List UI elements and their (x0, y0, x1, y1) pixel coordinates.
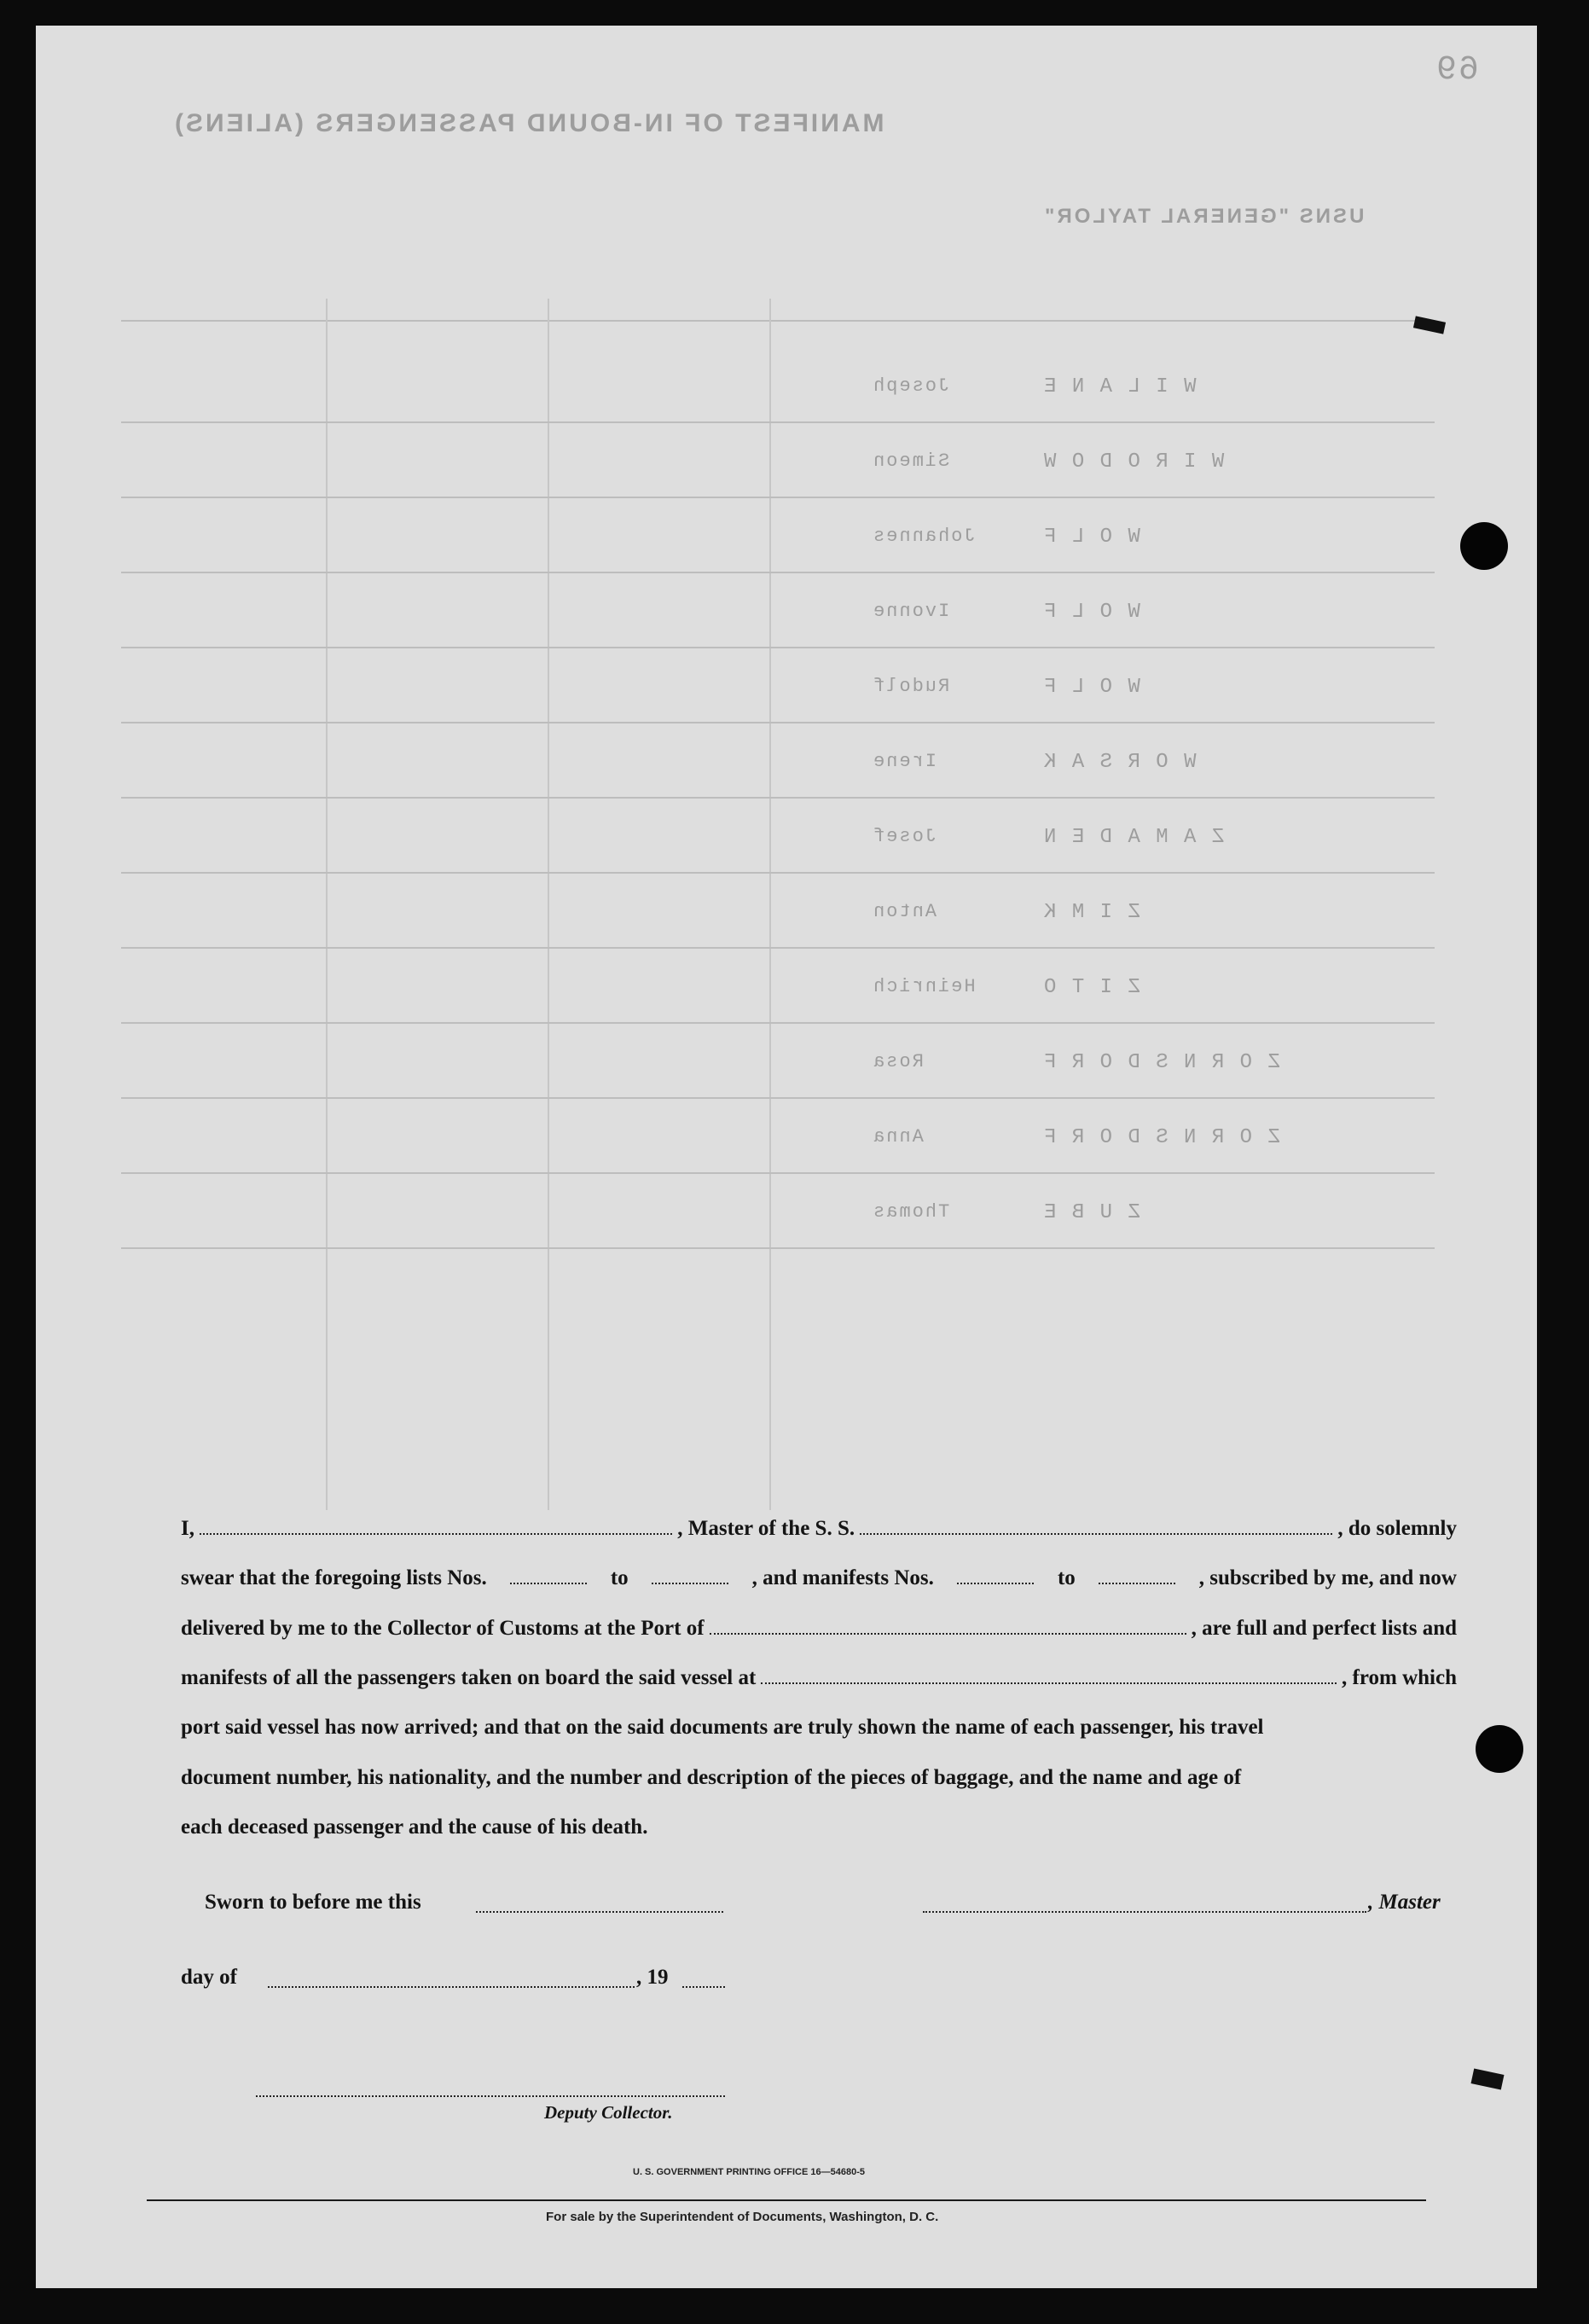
ghost-row-rule (121, 1172, 1435, 1174)
ghost-surname: W I L A N E (1042, 375, 1197, 398)
ghost-surname: Z U B E (1042, 1201, 1140, 1224)
day-of-line (181, 1966, 1457, 1995)
ghost-given-name: Irene (872, 751, 937, 772)
ghost-given-name: Simeon (872, 450, 950, 472)
ghost-row-rule (121, 647, 1435, 648)
master-signature-blank[interactable] (923, 1909, 1366, 1913)
departure-port-blank[interactable] (761, 1679, 1337, 1684)
oath-line-5: port said vessel has now arrived; and that on the said documents are truly shown the name of each passenger, his travel (181, 1716, 1264, 1739)
ghost-row-rule (121, 572, 1435, 573)
ghost-manifest-title: MANIFEST OF IN-BOUND PASSENGERS (ALIENS) (172, 109, 884, 137)
ghost-given-name: Anna (872, 1126, 924, 1147)
ghost-surname: W O L F (1042, 676, 1140, 699)
ghost-given-name: Thomas (872, 1201, 950, 1223)
oath-line-4: manifests of all the passengers taken on board the said vessel at , from which (181, 1666, 1457, 1689)
ghost-surname: Z A M A D E N (1042, 826, 1225, 849)
sworn-date-blank[interactable] (476, 1909, 723, 1913)
printing-office-line: U. S. GOVERNMENT PRINTING OFFICE 16—54680-5 (633, 2167, 866, 2177)
manifests-from-blank[interactable] (957, 1579, 1034, 1584)
ghost-row-rule (121, 1022, 1435, 1024)
ghost-given-name: Rosa (872, 1051, 924, 1072)
ghost-row-rule (121, 1097, 1435, 1099)
ghost-surname: Z O R N S D O R F (1042, 1051, 1280, 1074)
ghost-row-rule (121, 1247, 1435, 1249)
ghost-row-rule (121, 947, 1435, 949)
ghost-given-name: Rudolf (872, 676, 950, 697)
oath-line-1: I, , Master of the S. S. , do solemnly (181, 1517, 1458, 1540)
ghost-row-rule (121, 797, 1435, 799)
ghost-given-name: Ivonne (872, 601, 950, 622)
year-label: , 19 (636, 1966, 669, 1989)
manifests-to-blank[interactable] (1099, 1579, 1175, 1584)
ghost-surname: W O L F (1042, 526, 1140, 549)
punch-hole-bottom (1476, 1725, 1523, 1773)
year-blank[interactable] (682, 1984, 725, 1988)
ghost-surname: Z I M K (1042, 901, 1140, 924)
deputy-signature-blank[interactable] (256, 2094, 725, 2097)
ghost-surname: Z O R N S D O R F (1042, 1126, 1280, 1149)
ghost-given-name: Johannes (872, 526, 976, 547)
oath-line-6: document number, his nationality, and the number and description of the pieces of baggage, and the name and age of (181, 1766, 1242, 1789)
ghost-page-number: 69 (1435, 51, 1480, 90)
sworn-line (181, 1891, 1457, 1920)
manifest-page (36, 26, 1537, 2288)
master-label: , Master (1368, 1891, 1441, 1914)
oath-line-2: swear that the foregoing lists Nos. to , and manifests Nos. to , subscribed by me, and now (181, 1566, 1457, 1589)
lists-from-blank[interactable] (510, 1579, 587, 1584)
ghost-row-rule (121, 421, 1435, 423)
ghost-given-name: Anton (872, 901, 937, 922)
punch-hole-top (1460, 522, 1508, 570)
oath-line-7: each deceased passenger and the cause of his death. (181, 1816, 648, 1839)
ghost-surname: W O R S A K (1042, 751, 1197, 774)
ghost-given-name: Joseph (872, 375, 950, 397)
ghost-row-rule (121, 497, 1435, 498)
ghost-row-rule (121, 722, 1435, 723)
deputy-collector-label: Deputy Collector. (544, 2102, 673, 2123)
lists-to-blank[interactable] (652, 1579, 728, 1584)
ghost-surname: W O L F (1042, 601, 1140, 624)
month-blank[interactable] (268, 1984, 635, 1988)
port-blank[interactable] (710, 1630, 1186, 1635)
day-of-label: day of (181, 1966, 237, 1989)
footer-rule (147, 2199, 1426, 2201)
sworn-label: Sworn to before me this (205, 1891, 421, 1914)
ship-name-blank[interactable] (860, 1530, 1332, 1535)
ghost-surname: Z I T O (1042, 976, 1140, 999)
ghost-vessel-name: USNS "GENERAL TAYLOR" (1042, 205, 1365, 228)
ghost-surname: W I R O D O W (1042, 450, 1225, 474)
sale-notice: For sale by the Superintendent of Documents, Washington, D. C. (546, 2210, 939, 2224)
ghost-row-rule (121, 872, 1435, 874)
ghost-given-name: Josef (872, 826, 937, 847)
oath-line-3: delivered by me to the Collector of Customs at the Port of , are full and perfect lists and (181, 1617, 1457, 1640)
master-name-blank[interactable] (200, 1530, 672, 1535)
ghost-given-name: Heinrich (872, 976, 976, 997)
